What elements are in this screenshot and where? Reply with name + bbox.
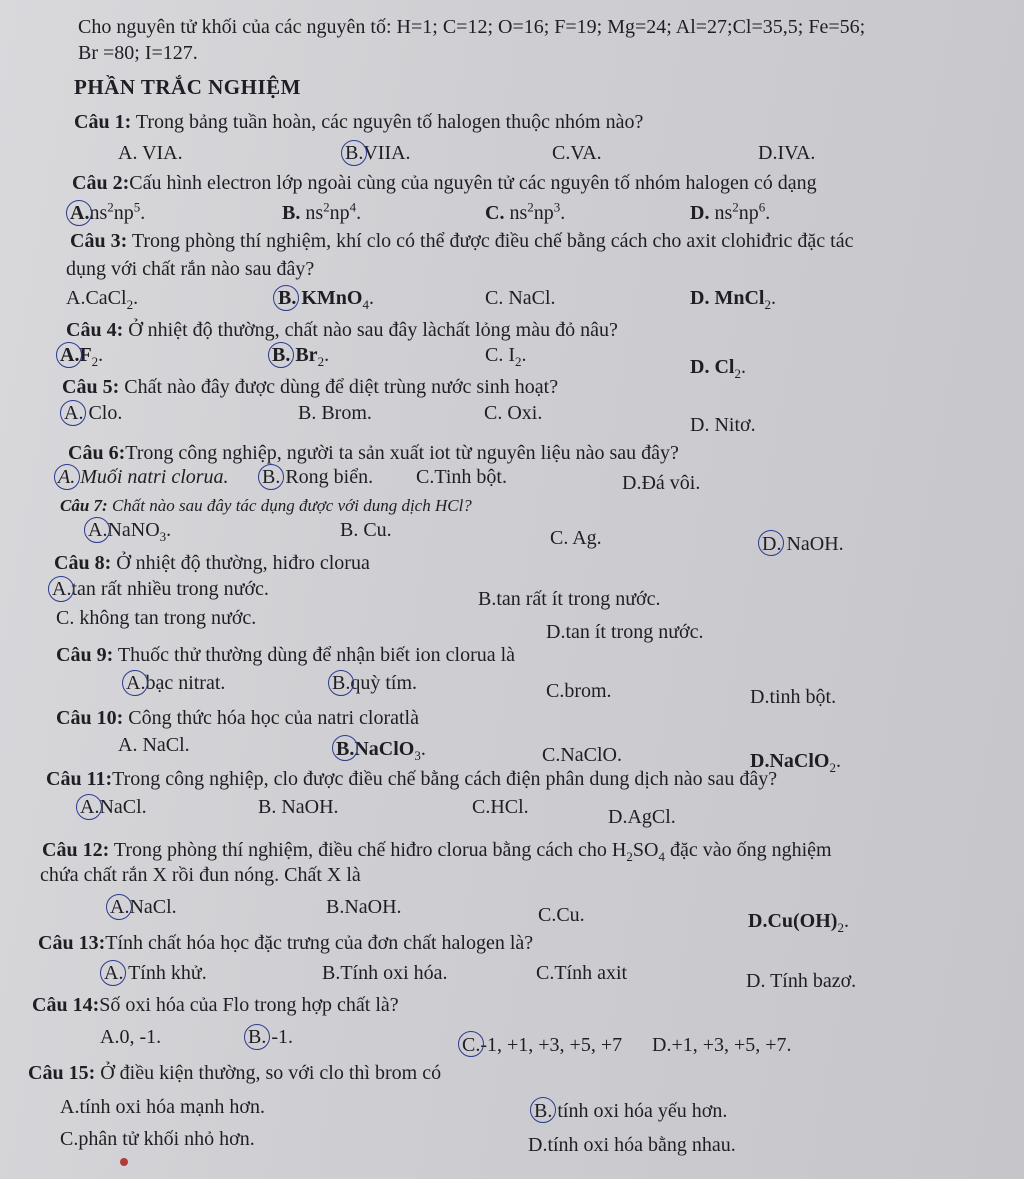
question-15: Câu 15: Ở điều kiện thường, so với clo thì brom có — [28, 1062, 442, 1084]
q13-option-d: D. Tính bazơ. — [746, 970, 857, 992]
question-7-options — [0, 515, 1024, 555]
q3-option-c: C. NaCl. — [485, 287, 556, 309]
q2-option-b: B. $ns^2np^4$. — [282, 199, 362, 224]
question-15-options-1 — [0, 1092, 1024, 1122]
atomic-masses-line-1: Cho nguyên tử khối của các nguyên tố: H=1; C=12; O=16; F=19; Mg=24; Al=27;Cl=35,5; Fe=56; — [78, 16, 866, 38]
question-1-options — [0, 138, 1024, 168]
q15-option-d: D.tính oxi hóa bằng nhau. — [528, 1134, 736, 1156]
q6-option-c: C.Tinh bột. — [416, 466, 507, 488]
question-3-line-2: dụng với chất rắn nào sau đây? — [66, 258, 315, 280]
question-4-options — [0, 340, 1024, 381]
question-6-options — [0, 462, 1024, 492]
q8-option-c: C. không tan trong nước. — [56, 607, 257, 629]
q12-option-b: B.NaOH. — [326, 896, 402, 918]
q15-option-c: C.phân tử khối nhỏ hơn. — [60, 1128, 255, 1150]
q14-option-b: B. -1. — [248, 1026, 293, 1048]
q14-option-a: A.0, -1. — [100, 1026, 162, 1048]
question-2-options — [0, 198, 1024, 228]
q4-option-d: D. $Cl_2$. — [690, 356, 746, 381]
question-12-line-2: chứa chất rắn X rồi đun nóng. Chất X là — [40, 864, 361, 886]
q9-option-d: D.tinh bột. — [750, 686, 837, 708]
question-15-options-2 — [0, 1124, 1024, 1154]
question-11: Câu 11:Trong công nghiệp, clo được điều chế bằng cách điện phân dung dịch nào sau đây? — [46, 768, 778, 790]
q1-option-c: C.VA. — [552, 142, 602, 164]
q1-option-d: D.IVA. — [758, 142, 816, 164]
q9-option-c: C.brom. — [546, 680, 612, 702]
question-9-options — [0, 668, 1024, 708]
q3-option-a: A.CaCl$_2$. — [66, 287, 139, 312]
q8-option-d: D.tan ít trong nước. — [546, 621, 704, 643]
atomic-masses-line-2: Br =80; I=127. — [78, 42, 198, 64]
q11-option-a: A.NaCl. — [80, 796, 147, 818]
q8-option-b: B.tan rất ít trong nước. — [478, 588, 661, 610]
question-4: Câu 4: Ở nhiệt độ thường, chất nào sau đây làchất lỏng màu đỏ nâu? — [66, 319, 618, 341]
question-9: Câu 9: Thuốc thử thường dùng để nhận biết ion clorua là — [56, 644, 516, 666]
q7-option-b: B. Cu. — [340, 519, 392, 541]
q10-option-a: A. NaCl. — [118, 734, 190, 756]
ink-dot — [120, 1158, 128, 1166]
question-8-options-2 — [0, 603, 1024, 643]
q14-option-d: D.+1, +3, +5, +7. — [652, 1034, 792, 1056]
question-8-options-1 — [0, 574, 1024, 610]
q10-option-d: D.NaClO$_2$. — [750, 750, 841, 775]
q13-option-b: B.Tính oxi hóa. — [322, 962, 448, 984]
q1-option-b: B.VIIA. — [345, 142, 411, 164]
q5-option-d: D. Nitơ. — [690, 414, 756, 436]
q12-option-d: $D.Cu(OH)_2$. — [748, 910, 849, 935]
q5-option-a: A. Clo. — [64, 402, 123, 424]
question-12: Câu 12: Trong phòng thí nghiệm, điều chế hiđro clorua bằng cách cho $H_2SO_4$ đặc vào ống nghiệm — [42, 839, 832, 864]
q12-option-c: C.Cu. — [538, 904, 585, 926]
q6-option-a: A. Muối natri clorua. — [58, 466, 229, 488]
q11-option-b: B. NaOH. — [258, 796, 339, 818]
question-7: Câu 7: Chất nào sau đây tác dụng được với dung dịch HCl? — [60, 496, 472, 515]
question-13-options — [0, 958, 1024, 992]
question-10: Câu 10: Công thức hóa học của natri cloratlà — [56, 707, 419, 729]
q7-option-a: A.NaNO$_3$. — [88, 519, 172, 544]
q4-option-a: $A.F_2$. — [60, 344, 104, 369]
question-14: Câu 14:Số oxi hóa của Flo trong hợp chất là? — [32, 994, 399, 1016]
q15-option-a: A.tính oxi hóa mạnh hơn. — [60, 1096, 265, 1118]
question-12-options — [0, 892, 1024, 935]
question-3-options — [0, 283, 1024, 313]
question-10-options — [0, 730, 1024, 775]
q3-option-b: B. KMnO$_4$. — [278, 287, 374, 312]
question-13: Câu 13:Tính chất hóa học đặc trưng của đơn chất halogen là? — [38, 932, 534, 954]
q10-option-c: C.NaClO. — [542, 744, 622, 766]
q10-option-b: B.NaClO$_3$. — [336, 738, 426, 763]
q1-option-a: A. VIA. — [118, 142, 183, 164]
q2-option-d: D. $ns^2np^6$. — [690, 199, 771, 224]
question-11-options — [0, 792, 1024, 828]
q7-option-c: C. Ag. — [550, 527, 602, 549]
q4-option-c: C. $I_2$. — [485, 344, 527, 369]
q7-option-d: D. NaOH. — [762, 533, 844, 555]
q5-option-b: B. Brom. — [298, 402, 372, 424]
question-14-options — [0, 1022, 1024, 1056]
q2-option-c: C. $ns^2np^3$. — [485, 199, 566, 224]
q5-option-c: C. Oxi. — [484, 402, 543, 424]
q11-option-d: D.AgCl. — [608, 806, 676, 828]
q4-option-b: B. $Br_2$. — [272, 344, 330, 369]
q6-option-b: B. Rong biển. — [262, 466, 374, 488]
q9-option-a: A.bạc nitrat. — [126, 672, 226, 694]
q13-option-a: A. Tính khử. — [104, 962, 207, 984]
q6-option-d: D.Đá vôi. — [622, 472, 701, 494]
section-title: PHẦN TRẮC NGHIỆM — [74, 75, 301, 99]
question-6: Câu 6:Trong công nghiệp, người ta sản xuất iot từ nguyên liệu nào sau đây? — [68, 442, 679, 464]
question-3: Câu 3: Trong phòng thí nghiệm, khí clo có thể được điều chế bằng cách cho axit clohiđric đặc tác — [70, 230, 854, 252]
question-5-options — [0, 398, 1024, 436]
q15-option-b: B. tính oxi hóa yếu hơn. — [534, 1100, 728, 1122]
q8-option-a: A.tan rất nhiều trong nước. — [52, 578, 269, 600]
q13-option-c: C.Tính axit — [536, 962, 628, 984]
question-5: Câu 5: Chất nào đây được dùng để diệt trùng nước sinh hoạt? — [62, 376, 559, 398]
q11-option-c: C.HCl. — [472, 796, 529, 818]
question-2: Câu 2:Cấu hình electron lớp ngoài cùng của nguyên tử các nguyên tố nhóm halogen có dạng — [72, 172, 817, 194]
q9-option-b: B.quỳ tím. — [332, 672, 418, 694]
q3-option-d: D. MnCl$_2$. — [690, 287, 776, 312]
question-1: Câu 1: Trong bảng tuần hoàn, các nguyên tố halogen thuộc nhóm nào? — [74, 111, 644, 133]
q12-option-a: A.NaCl. — [110, 896, 177, 918]
q2-option-a: $A.ns^2np^5$. — [70, 199, 146, 224]
q14-option-c: C.-1, +1, +3, +5, +7 — [462, 1034, 623, 1056]
question-8: Câu 8: Ở nhiệt độ thường, hiđro clorua — [54, 552, 370, 574]
